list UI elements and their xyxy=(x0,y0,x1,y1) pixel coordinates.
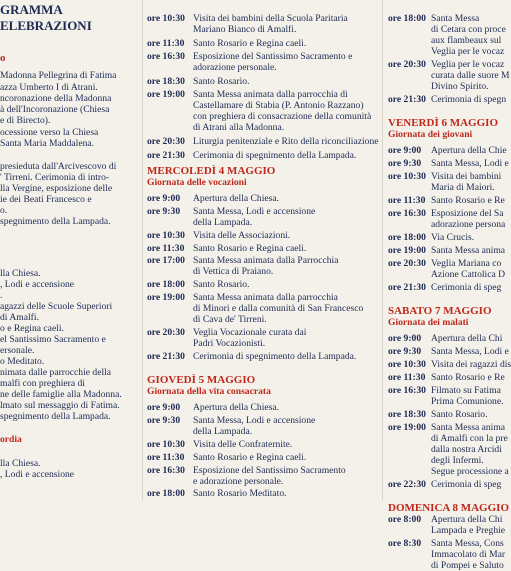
schedule-time: ore 18:00 xyxy=(147,488,185,500)
schedule-description: di Cetara con proce xyxy=(431,24,506,35)
schedule-text: , Lodi e accensione xyxy=(0,279,75,290)
schedule-time: ore 19:00 xyxy=(388,245,426,256)
schedule-text: lla Vergine, esposizione delle xyxy=(0,183,113,194)
schedule-time: ore 19:00 xyxy=(147,89,185,101)
section-heading: o xyxy=(0,52,6,64)
schedule-text: ersonale. xyxy=(0,345,35,356)
schedule-description: Mariano Bianco di Amalfi. xyxy=(193,24,297,35)
schedule-description: Divino Spirito. xyxy=(431,81,489,92)
schedule-description: Esposizione del Sa xyxy=(431,208,504,219)
schedule-description: della Lampada. xyxy=(193,426,253,438)
schedule-description: adorazione persona xyxy=(431,219,506,230)
schedule-description: Santa Messa, Cons xyxy=(431,538,504,549)
day-subtitle: Giornata dei malati xyxy=(388,317,469,328)
day-heading: VENERDÌ 6 MAGGIO xyxy=(388,117,499,129)
schedule-time: ore 9:30 xyxy=(147,206,181,217)
schedule-description: della Lampada. xyxy=(193,217,253,228)
schedule-description: con preghiera di consacrazione della comunità xyxy=(193,111,372,123)
schedule-time: ore 11:30 xyxy=(147,242,185,254)
schedule-text: lla Chiesa. xyxy=(0,458,41,469)
schedule-description: Santa Messa anima xyxy=(431,245,506,256)
schedule-time: ore 9:30 xyxy=(147,415,181,427)
schedule-time: ore 18:00 xyxy=(147,279,185,291)
fold-line xyxy=(142,0,143,500)
schedule-description: Filmato su Fatima xyxy=(431,385,501,396)
schedule-text: ocessione verso la Chiesa xyxy=(0,127,99,138)
schedule-description: di Minori e dalla comunità di San Francesco xyxy=(193,303,364,314)
program-column-right xyxy=(388,0,511,571)
schedule-time: ore 10:30 xyxy=(147,439,185,450)
schedule-time: ore 18:30 xyxy=(388,409,426,420)
schedule-description: Prima Comunione. xyxy=(431,396,504,407)
schedule-text: malfi con preghiera di xyxy=(0,378,85,389)
schedule-description: curata dalle suore M xyxy=(431,70,510,81)
schedule-text: spegnimento della Lampada. xyxy=(0,216,111,227)
schedule-description: Santo Rosario. xyxy=(431,409,488,420)
day-heading: SABATO 7 MAGGIO xyxy=(388,305,492,317)
schedule-time: ore 9:00 xyxy=(388,145,422,156)
fold-line xyxy=(382,0,383,500)
brochure-title-line1: GRAMMA xyxy=(0,2,63,17)
schedule-description: Castellamare di Stabia (P. Antonio Razzano) xyxy=(193,100,364,112)
schedule-description: di Cava de' Tirreni. xyxy=(193,314,267,325)
schedule-text: . xyxy=(0,290,3,301)
schedule-description: Esposizione del Santissimo Sacramento xyxy=(193,464,346,476)
schedule-text: azza Umberto I di Atrani. xyxy=(0,82,98,93)
schedule-time: ore 9:30 xyxy=(388,346,422,357)
schedule-time: ore 16:30 xyxy=(147,464,185,476)
schedule-text: ncoronazione della Madonna xyxy=(0,93,112,104)
schedule-time: ore 17:00 xyxy=(147,255,185,267)
schedule-time: ore 16:30 xyxy=(147,51,185,63)
schedule-description: Azione Cattolica D xyxy=(431,269,506,280)
schedule-description: Apertura della Chiesa. xyxy=(193,193,280,205)
schedule-description: Apertura della Chi xyxy=(431,333,503,344)
schedule-text: Madonna Pellegrina di Fatima xyxy=(0,70,117,81)
schedule-text: presieduta dall'Arcivescovo di xyxy=(0,161,117,172)
schedule-description: Santa Messa animata dalla parrocchia di xyxy=(193,89,348,101)
schedule-time: ore 21:30 xyxy=(388,94,426,105)
schedule-description: Cerimonia di spegnimento della Lampada. xyxy=(193,149,357,161)
schedule-description: di Amalfi con la pre xyxy=(431,433,508,444)
day-heading: MERCOLEDÌ 4 MAGGIO xyxy=(147,165,276,178)
schedule-text: o Meditato. xyxy=(0,356,45,367)
schedule-description: Apertura della Chie xyxy=(431,145,507,156)
schedule-description: Veglia per le vocaz xyxy=(431,46,505,57)
schedule-time: ore 10:30 xyxy=(388,359,426,370)
schedule-time: ore 10:30 xyxy=(388,171,426,182)
schedule-description: Santo Rosario e Regina caeli. xyxy=(193,242,307,254)
schedule-description: Santo Rosario e Regina caeli. xyxy=(193,451,307,463)
schedule-text: nimata dalle parrocchie della xyxy=(0,367,112,378)
schedule-description: Santa Messa anima xyxy=(431,422,506,433)
program-column-left xyxy=(0,0,138,500)
schedule-time: ore 18:30 xyxy=(147,75,185,87)
schedule-time: ore 20:30 xyxy=(147,326,185,338)
schedule-time: ore 9:00 xyxy=(147,402,181,414)
schedule-description: Visita dei bambini xyxy=(431,171,502,182)
schedule-description: Visita delle Associazioni. xyxy=(193,229,291,241)
schedule-description: Santo Rosario e Re xyxy=(431,195,505,206)
day-subtitle: Giornata delle vocazioni xyxy=(147,177,247,189)
schedule-text: lla Chiesa. xyxy=(0,268,41,279)
schedule-text: e di Birecto). xyxy=(0,115,51,126)
schedule-description: Cerimonia di speg xyxy=(431,479,502,490)
schedule-description: Veglia Vocazionale curata dai xyxy=(193,326,307,338)
schedule-description: Cerimonia di spegn xyxy=(431,94,507,105)
schedule-text: o. xyxy=(0,205,8,216)
schedule-text: lmato sul messaggio di Fatima. xyxy=(0,400,120,411)
schedule-time: ore 11:30 xyxy=(388,195,426,206)
schedule-text: ie dei Beati Francesco e xyxy=(0,194,92,205)
schedule-description: Esposizione del Santissimo Sacramento e xyxy=(193,51,353,63)
schedule-time: ore 22:30 xyxy=(388,479,426,490)
schedule-description: Santo Rosario Meditato. xyxy=(193,488,287,500)
schedule-description: Immacolato di Mar xyxy=(431,549,506,560)
schedule-text: di Amalfi. xyxy=(0,312,39,323)
program-column-middle xyxy=(147,0,379,500)
schedule-description: Santa Messa, Lodi e accensione xyxy=(193,415,316,427)
schedule-description: Visita dei bambini della Scuola Paritaria xyxy=(193,13,348,24)
day-heading: DOMENICA 8 MAGGIO xyxy=(388,502,509,514)
schedule-time: ore 21:30 xyxy=(388,282,426,293)
schedule-time: ore 16:30 xyxy=(388,208,426,219)
schedule-description: Santo Rosario. xyxy=(193,279,250,291)
day-subtitle: Giornata della vita consacrata xyxy=(147,386,271,398)
schedule-time: ore 16:30 xyxy=(388,385,426,396)
schedule-description: Santa Messa xyxy=(431,13,480,24)
schedule-description: Liturgia penitenziale e Rito della riconciliazione xyxy=(193,136,379,147)
schedule-description: dalla nostra Arcidi xyxy=(431,444,502,455)
schedule-text: o e Regina caeli. xyxy=(0,323,64,334)
schedule-time: ore 11:30 xyxy=(388,372,426,383)
schedule-time: ore 8:00 xyxy=(388,514,422,525)
brochure-title-line2: ELEBRAZIONI xyxy=(0,18,92,33)
schedule-description: Cerimonia di speg xyxy=(431,282,502,293)
schedule-description: Santa Messa, Lodi e accensione xyxy=(193,206,316,217)
schedule-time: ore 20:30 xyxy=(147,136,185,147)
schedule-text: agazzi delle Scuole Superiori xyxy=(0,301,113,312)
schedule-description: aux flambeaux sul xyxy=(431,35,502,46)
schedule-description: Santa Messa animata dalla parrocchia xyxy=(193,292,338,303)
schedule-text: , Lodi e accensione xyxy=(0,469,75,480)
schedule-description: Cerimonia di spegnimento della Lampada. xyxy=(193,350,357,362)
schedule-description: Santo Rosario e Regina caeli. xyxy=(193,37,307,49)
day-subtitle: Giornata dei giovani xyxy=(388,129,473,140)
schedule-time: ore 9:00 xyxy=(147,193,181,205)
schedule-text: el Santissimo Sacramento e xyxy=(0,334,106,345)
schedule-time: ore 18:00 xyxy=(388,232,426,243)
schedule-description: Santo Rosario. xyxy=(193,75,250,87)
schedule-time: ore 10:30 xyxy=(147,229,185,241)
schedule-time: ore 9:30 xyxy=(388,158,422,169)
schedule-time: ore 20:30 xyxy=(388,258,426,269)
schedule-text: à dell'Incoronazione (Chiesa xyxy=(0,104,110,115)
schedule-time: ore 9:00 xyxy=(388,333,422,344)
schedule-description: Padri Vocazionisti. xyxy=(193,337,266,349)
schedule-time: ore 19:00 xyxy=(388,422,426,433)
schedule-description: Maria di Maiori. xyxy=(431,182,495,193)
schedule-description: Visita dei ragazzi dis xyxy=(431,359,511,370)
schedule-description: Santa Messa animata dalla Parrocchia xyxy=(193,255,339,267)
schedule-description: di Pompei e Saluto xyxy=(431,560,504,571)
schedule-text: spegnimento della Lampada. xyxy=(0,411,111,422)
schedule-time: ore 20:30 xyxy=(388,59,426,70)
schedule-text: Santa Maria Maddalena. xyxy=(0,138,95,149)
schedule-description: Veglia per le vocaz xyxy=(431,59,505,70)
schedule-description: Santa Messa, Lodi e xyxy=(431,158,509,169)
schedule-time: ore 18:00 xyxy=(388,13,426,24)
schedule-description: adorazione personale. xyxy=(193,62,277,74)
schedule-time: ore 8:30 xyxy=(388,538,422,549)
schedule-description: Lampada e Preghie xyxy=(431,525,506,536)
schedule-description: Veglia Mariana co xyxy=(431,258,502,269)
schedule-description: Santa Messa, Lodi e xyxy=(431,346,509,357)
schedule-time: ore 21:30 xyxy=(147,350,185,362)
schedule-description: e adorazione personale. xyxy=(193,475,284,487)
section-subtitle: ordia xyxy=(0,434,22,445)
schedule-time: ore 11:30 xyxy=(147,451,185,463)
schedule-description: degli Infermi. xyxy=(431,455,484,466)
schedule-description: Visita delle Confraternite. xyxy=(193,439,293,450)
schedule-time: ore 11:30 xyxy=(147,37,185,49)
schedule-text: ne delle famiglie alla Madonna. xyxy=(0,389,122,400)
schedule-description: Via Crucis. xyxy=(431,232,475,243)
schedule-description: Segue processione a xyxy=(431,466,509,477)
schedule-description: di Atrani alla Madonna. xyxy=(193,122,285,134)
schedule-time: ore 19:00 xyxy=(147,292,185,303)
schedule-description: Santo Rosario e Re xyxy=(431,372,505,383)
schedule-description: Apertura della Chi xyxy=(431,514,503,525)
day-heading: GIOVEDÌ 5 MAGGIO xyxy=(147,374,256,387)
schedule-text: ' Tirreni. Cerimonia di intro- xyxy=(0,172,110,183)
schedule-description: di Vettica di Praiano. xyxy=(193,266,274,278)
schedule-time: ore 10:30 xyxy=(147,13,185,24)
schedule-time: ore 21:30 xyxy=(147,149,185,161)
schedule-description: Apertura della Chiesa. xyxy=(193,402,280,414)
